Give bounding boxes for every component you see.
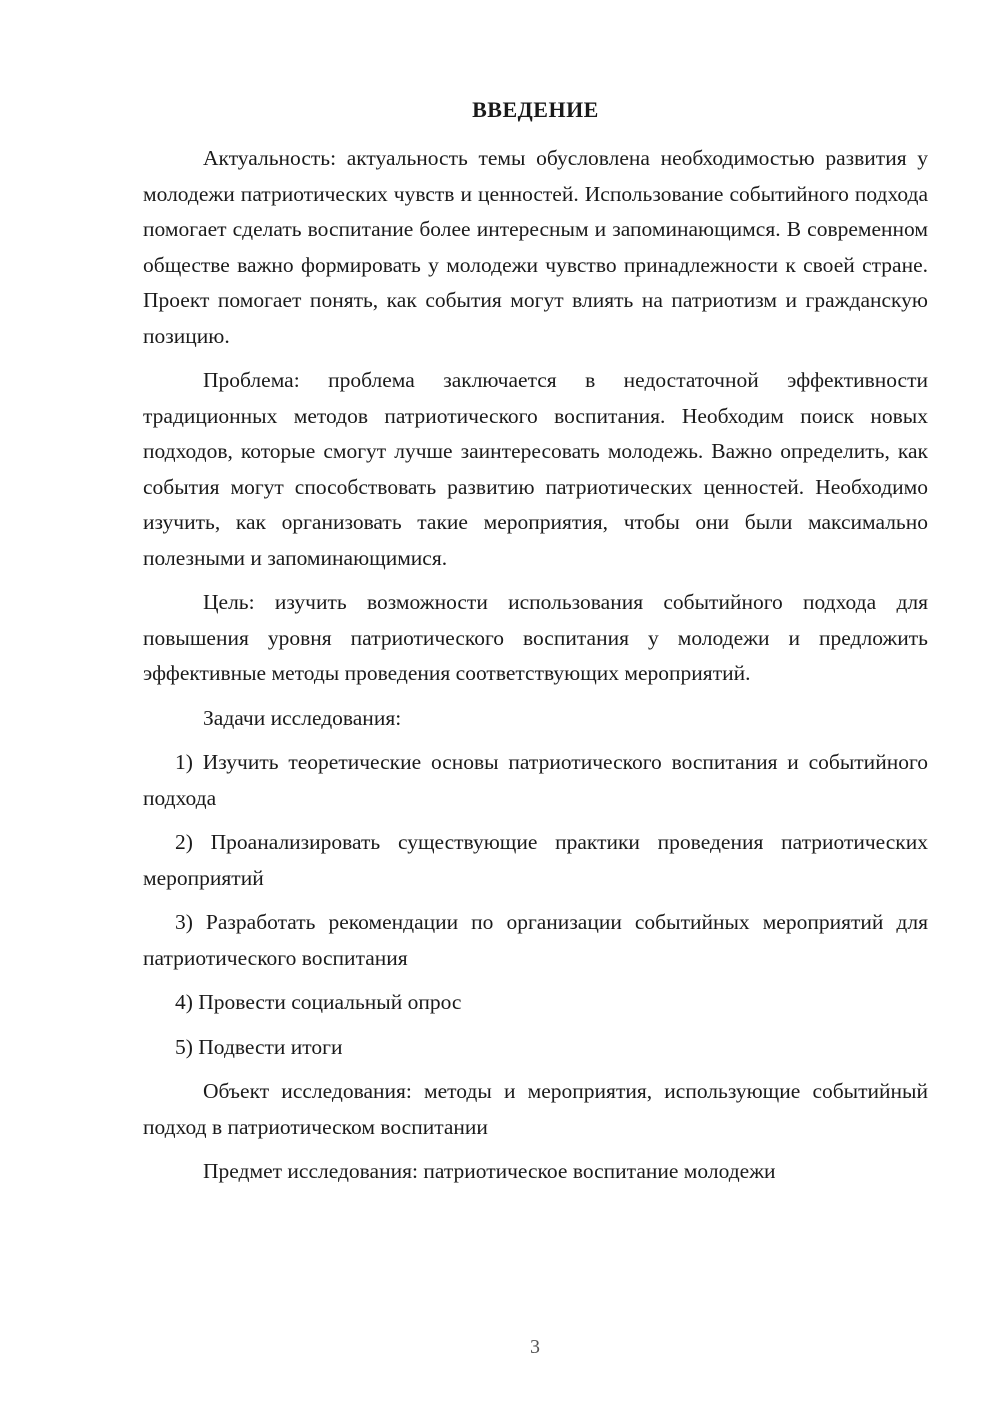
task-item-5: 5) Подвести итоги — [175, 1034, 343, 1059]
document-body — [143, 141, 928, 1199]
page-number: 3 — [530, 1336, 540, 1358]
paragraph-problem: Проблема: проблема заключается в недостаточной эффективности традиционных методов патриотического воспитания. Необходим поиск новых подходов, которые смогут лучше заинтересовать молодежь. Важно определить, как события могут способствовать развитию патриотических ценностей. Необходимо изучить, как организовать такие мероприятия, чтобы они были максимально полезными и запоминающимися. — [143, 368, 928, 570]
task-item-3: 3) Разработать рекомендации по организации событийных мероприятий для патриотического воспитания — [143, 910, 928, 970]
task-item-4: 4) Провести социальный опрос — [175, 990, 462, 1014]
paragraph-goal: Цель: изучить возможности использования событийного подхода для повышения уровня патриотического воспитания у молодежи и предложить эффективные методы проведения соответствующих мероприятий. — [143, 590, 928, 685]
task-item-1: 1) Изучить теоретические основы патриотического воспитания и событийного подхода — [143, 750, 928, 810]
paragraph-subject: Предмет исследования: патриотическое воспитание молодежи — [203, 1159, 776, 1183]
task-item-2: 2) Проанализировать существующие практики проведения патриотических мероприятий — [143, 830, 928, 890]
paragraph-relevance: Актуальность: актуальность темы обусловлена необходимостью развития у молодежи патриотических чувств и ценностей. Использование событийного подхода помогает сделать воспитание более интересным и запоминающимся. В современном обществе важно формировать у молодежи чувство принадлежности к своей стране. Проект помогает понять, как события могут влиять на патриотизм и гражданскую позицию. — [143, 146, 928, 348]
page-title: ВВЕДЕНИЕ — [472, 97, 599, 122]
paragraph-tasks-heading: Задачи исследования: — [203, 705, 402, 730]
paragraph-object: Объект исследования: методы и мероприятия, использующие событийный подход в патриотическом воспитании — [143, 1079, 928, 1139]
